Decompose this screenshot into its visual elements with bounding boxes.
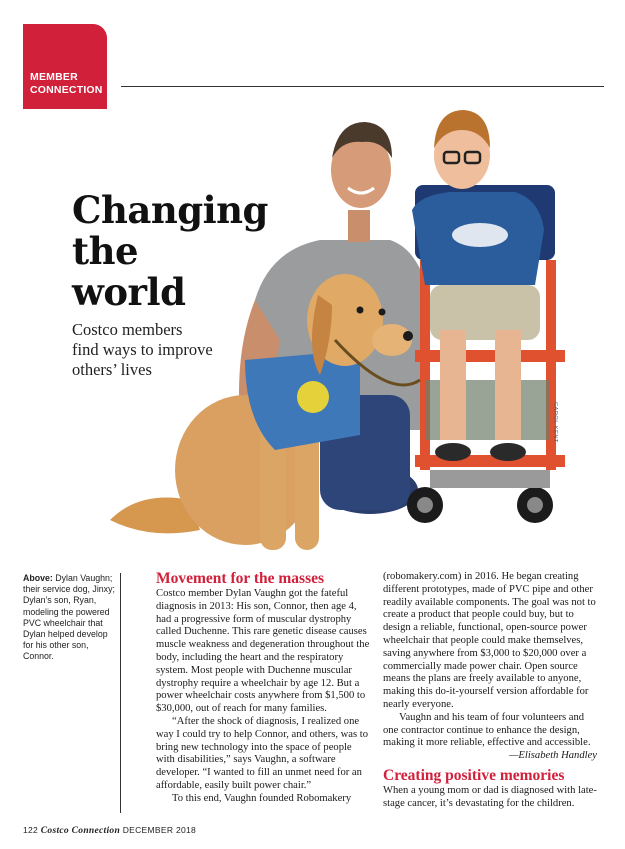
heading-memories: Creating positive memories — [383, 766, 565, 784]
author-signature: —Elisabeth Handley — [509, 750, 597, 762]
issue-date: DECEMBER 2018 — [122, 825, 197, 835]
magazine-name: Costco Connection — [40, 826, 121, 836]
top-rule — [121, 86, 604, 87]
article-column-1 — [156, 571, 372, 806]
paragraph: “After the shock of diagnosis, I realized one way I could try to help Connor, and others, was to bring new technology into the space of people with disabilities,” says Vaughn, a software developer. “I wanted to fill an unmet need for an affordable, easily built power chair.” — [156, 715, 368, 791]
page-number: 122 — [23, 825, 39, 835]
photo-caption — [23, 573, 115, 663]
section-label: MEMBER CONNECTION — [30, 71, 103, 96]
paragraph: Costco member Dylan Vaughn got the fateful diagnosis in 2013: His son, Connor, then age 4, had a progressive form of muscular dystrophy called Duchenne. This rare genetic disease causes muscle weakness and degeneration throughout the body, including the heart and the respiratory system. Most people with Duchenne muscular dystrophy require a wheelchair by age 12. But a power wheelchair costs anywhere from $1,500 to $30,000, out of reach for many families. — [156, 588, 370, 715]
paragraph: Vaughn and his team of four volunteers and one contractor continue to enhance the design, making it more reliable, effective and accessible. — [383, 711, 591, 749]
headline: Changing the world — [72, 188, 268, 314]
column-rule — [120, 573, 121, 813]
section-tag — [23, 24, 107, 109]
photo-credit: CAROL KENT — [552, 402, 558, 443]
paragraph: To this end, Vaughn founded Robomakery — [172, 792, 352, 804]
subhead: Costco members find ways to improve others’ lives — [72, 320, 213, 379]
article-column-2 — [383, 571, 597, 811]
caption-text: Dylan Vaughn; their service dog, Jinxy; Dylan’s son, Ryan, modeling the powered PVC wheelchair that Dylan helped develop for his other son, Connor. — [23, 573, 115, 662]
paragraph: (robomakery.com) in 2016. He began creating different prototypes, made of PVC pipe and other readily available components. The goal was not to create a product that people could buy, but to design a reliable, functional, open-source power wheelchair that people could make themselves, saving anywhere from $3,000 to $20,000 over a commercially made power chair. Open source means the plans are freely available to anyone, making this do-it-yourself version affordable for nearly everyone. — [383, 571, 596, 710]
page-footer — [23, 825, 196, 836]
heading-movement: Movement for the masses — [156, 570, 325, 587]
paragraph: When a young mom or dad is diagnosed with late-stage cancer, it’s devastating for the children. — [383, 784, 597, 809]
caption-lead: Above: — [23, 573, 53, 583]
